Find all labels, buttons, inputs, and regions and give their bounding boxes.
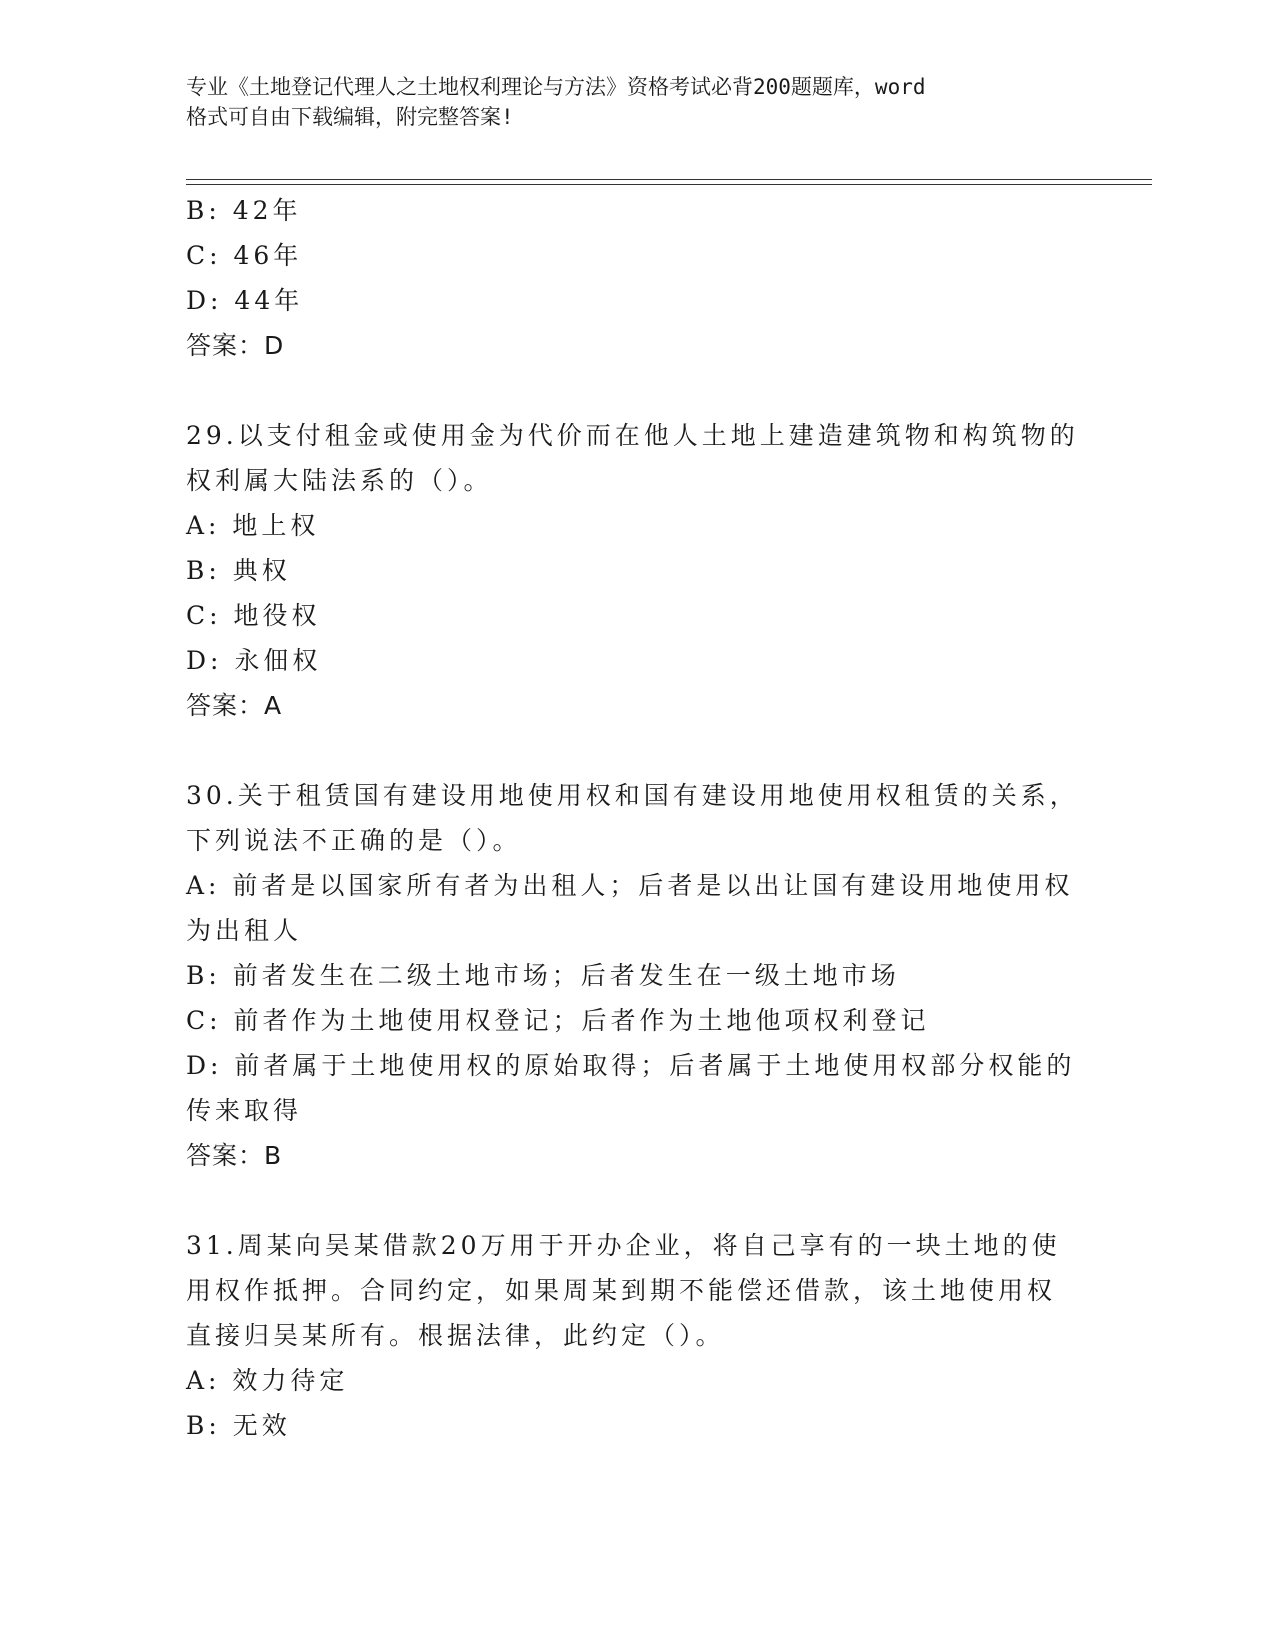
question-30 [186, 773, 1086, 1178]
option-d: D: 前者属于土地使用权的原始取得；后者属于土地使用权部分权能的 [186, 1051, 1076, 1080]
question-stem-cont: 用权作抵押。合同约定，如果周某到期不能偿还借款，该土地使用权 [186, 1276, 1057, 1305]
option-d-cont: 传来取得 [186, 1096, 303, 1125]
question-29 [186, 413, 1086, 728]
question-stem-cont: 权利属大陆法系的（）。 [186, 466, 493, 495]
header-divider-bottom [186, 184, 1152, 185]
option-c: C: 前者作为土地使用权登记；后者作为土地他项权利登记 [186, 1006, 930, 1035]
option-a: A: 效力待定 [186, 1366, 349, 1395]
spacer [186, 368, 1086, 413]
question-31 [186, 1223, 1086, 1448]
option-b: B: 前者发生在二级土地市场；后者发生在一级土地市场 [186, 961, 900, 990]
question-stem-cont-2: 直接归吴某所有。根据法律，此约定（）。 [186, 1321, 725, 1350]
answer: 答案：A [186, 691, 283, 720]
spacer [186, 728, 1086, 773]
question-stem: 31.周某向吴某借款20万用于开办企业，将自己享有的一块土地的使 [186, 1231, 1061, 1260]
option-c: C: 地役权 [186, 601, 321, 630]
option-a: A: 前者是以国家所有者为出租人；后者是以出让国有建设用地使用权 [186, 871, 1074, 900]
document-header [186, 72, 1066, 132]
option-b: B: 42年 [186, 196, 302, 225]
option-b: B: 无效 [186, 1411, 291, 1440]
answer: 答案：D [186, 331, 285, 360]
question-content [186, 188, 1086, 1448]
option-b: B: 典权 [186, 556, 291, 585]
option-d: D: 44年 [186, 286, 304, 315]
option-d: D: 永佃权 [186, 646, 322, 675]
question-stem-cont: 下列说法不正确的是（）。 [186, 826, 522, 855]
option-c: C: 46年 [186, 241, 303, 270]
header-line-1: 专业《土地登记代理人之土地权利理论与方法》资格考试必背200题题库，word [186, 75, 926, 99]
spacer [186, 1178, 1086, 1223]
question-28 [186, 188, 1086, 368]
option-a-cont: 为出租人 [186, 916, 303, 945]
header-divider-top [186, 179, 1152, 180]
question-stem: 30.关于租赁国有建设用地使用权和国有建设用地使用权租赁的关系， [186, 781, 1079, 810]
option-a: A: 地上权 [186, 511, 320, 540]
question-stem: 29.以支付租金或使用金为代价而在他人土地上建造建筑物和构筑物的 [186, 421, 1079, 450]
answer: 答案：B [186, 1141, 283, 1170]
header-line-2: 格式可自由下载编辑，附完整答案! [186, 105, 514, 129]
